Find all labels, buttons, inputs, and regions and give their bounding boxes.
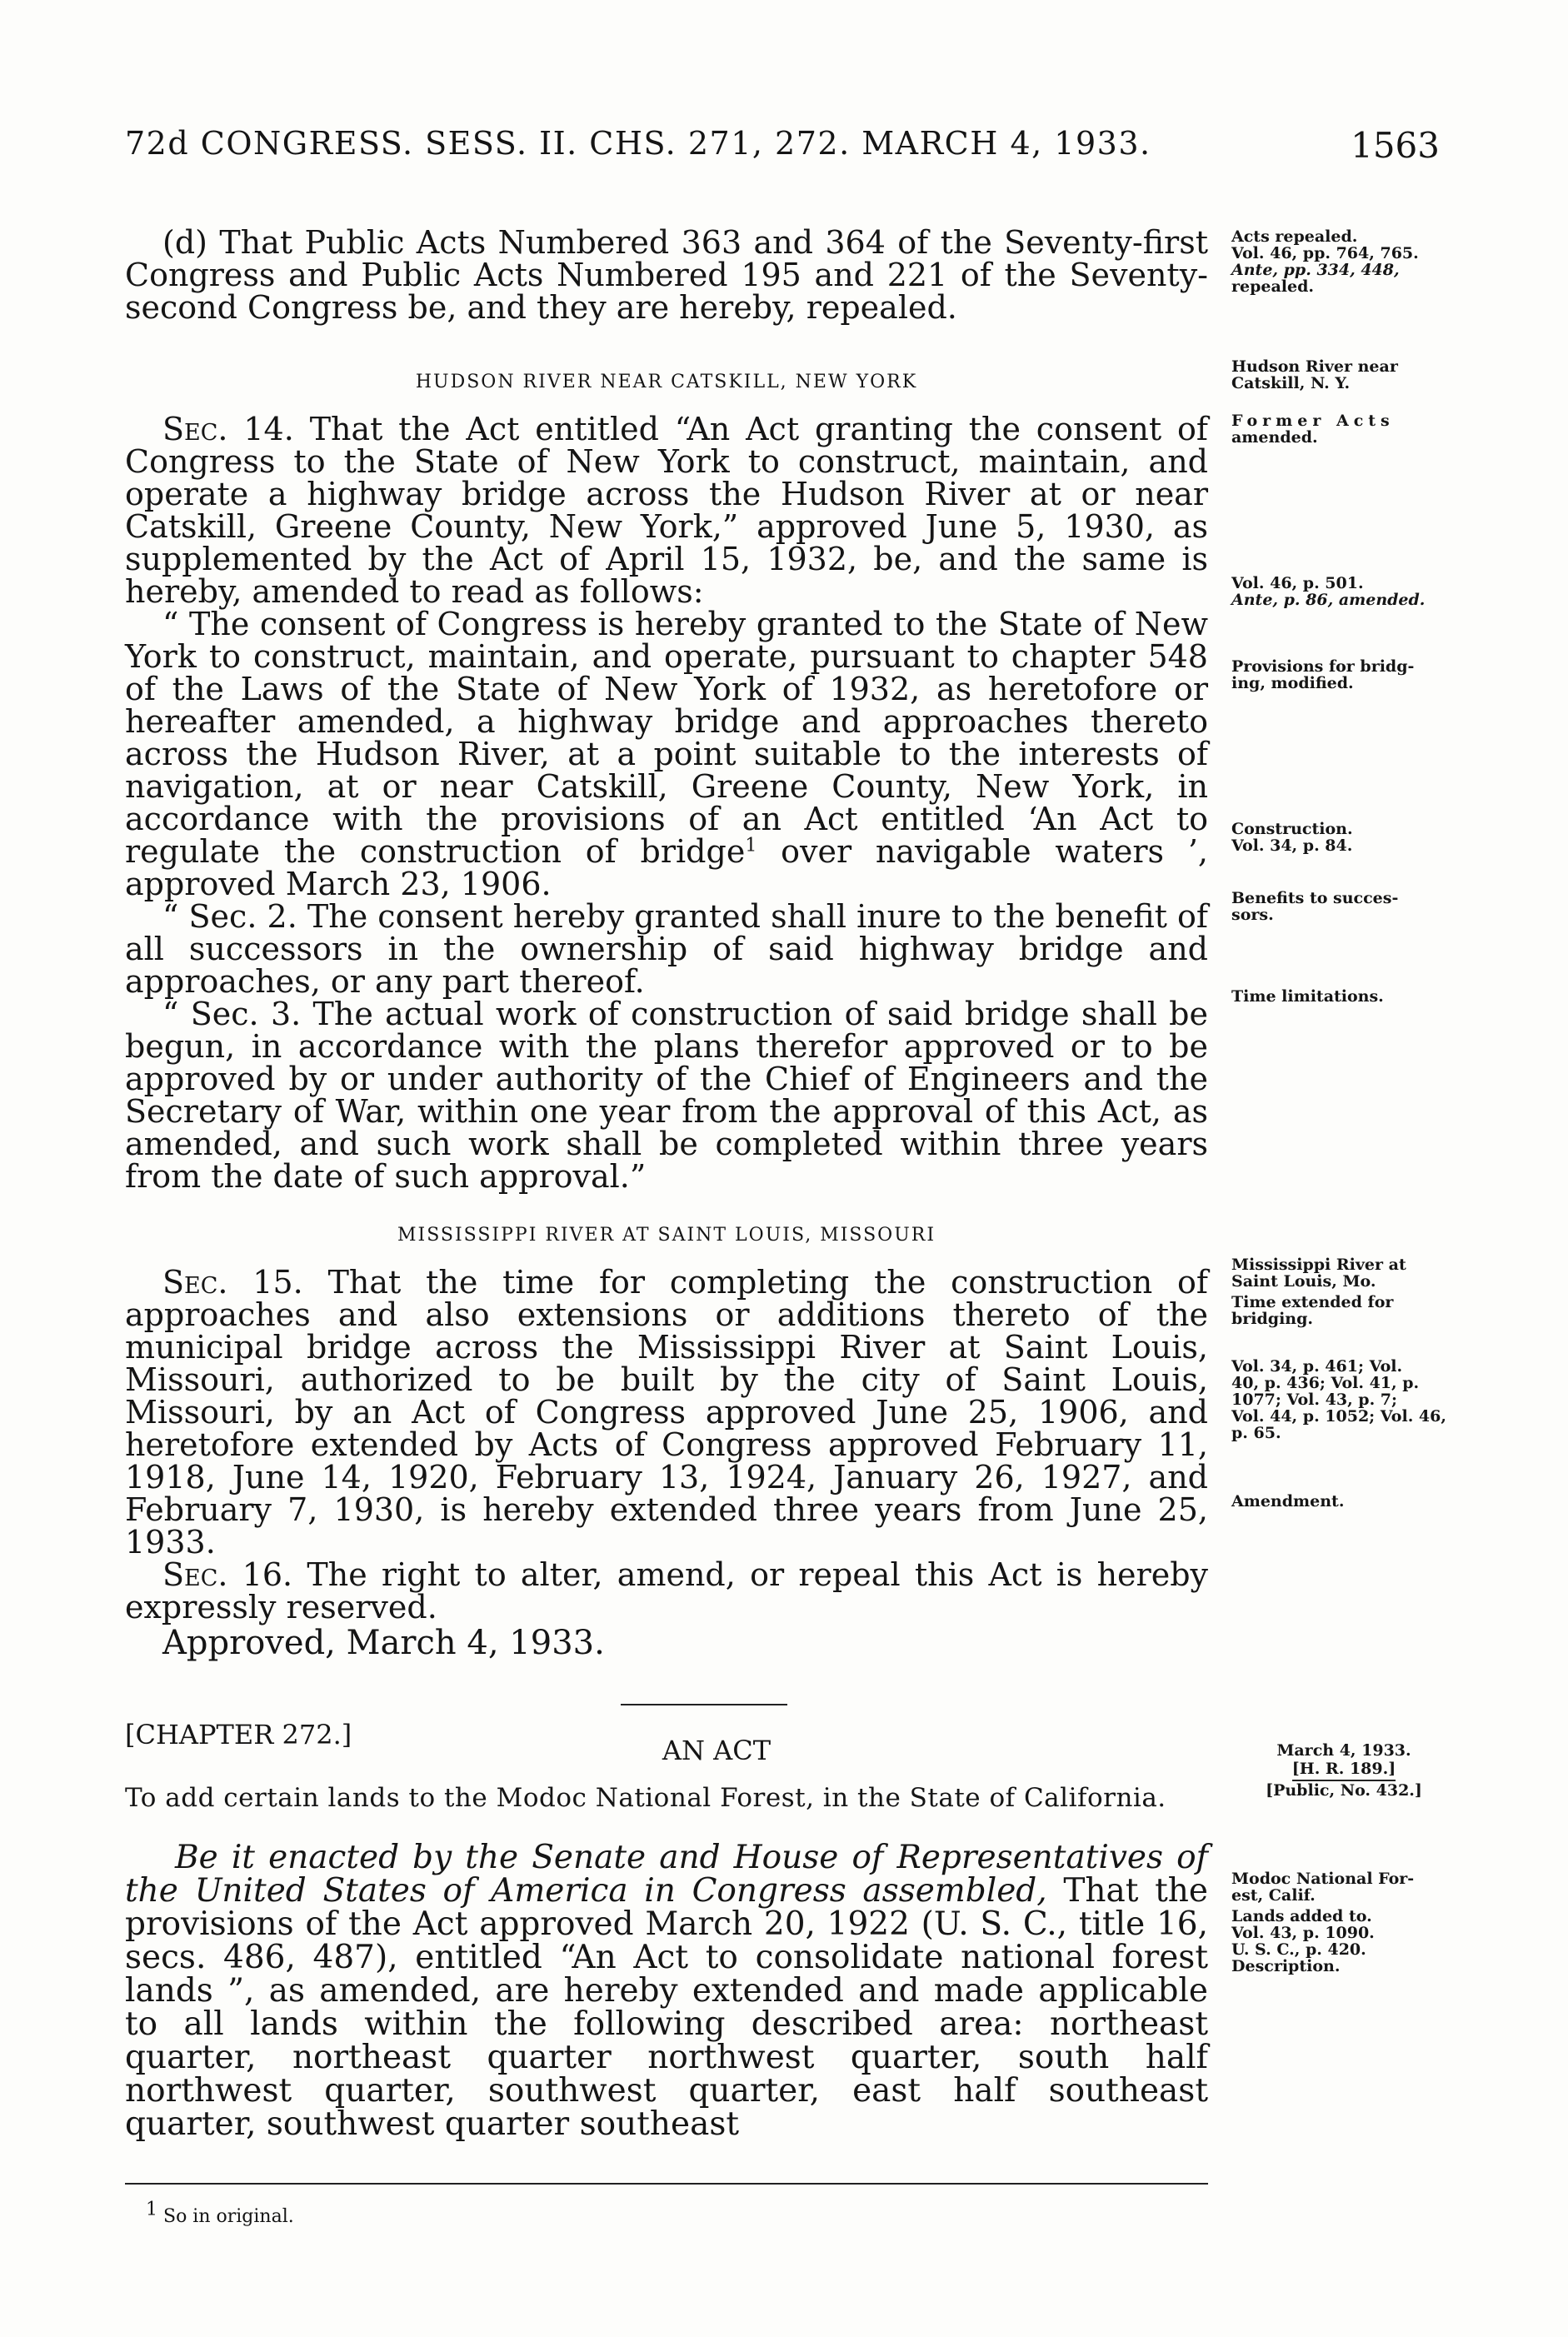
- margin-line: U. S. C., p. 420.: [1231, 1940, 1366, 1959]
- margin-line: Acts repealed.: [1231, 227, 1358, 246]
- margin-line: Saint Louis, Mo.: [1231, 1272, 1376, 1291]
- act-subtitle: To add certain lands to the Modoc National Forest, in the State of California.: [125, 1783, 1166, 1813]
- section-14: [125, 413, 1208, 1193]
- margin-note-construction: [1231, 821, 1456, 854]
- margin-line: Vol. 34, p. 84.: [1231, 836, 1353, 855]
- sec14-paragraph: [125, 413, 1208, 608]
- heading-mississippi-river: MISSISSIPPI RIVER AT SAINT LOUIS, MISSOURI: [397, 1225, 936, 1246]
- margin-line: [H. R. 189.]: [1292, 1760, 1396, 1781]
- margin-line: Former Acts: [1231, 412, 1395, 430]
- approved-line: Approved, March 4, 1933.: [162, 1624, 605, 1662]
- page-number: 1563: [1351, 125, 1440, 166]
- margin-line: Benefits to succes-: [1231, 889, 1399, 907]
- margin-line: repealed.: [1231, 277, 1314, 296]
- margin-line: Time limitations.: [1231, 987, 1384, 1006]
- section-d: [125, 224, 1208, 326]
- margin-line: Lands added to.: [1231, 1907, 1372, 1925]
- sec16-paragraph: [125, 1556, 1208, 1625]
- margin-line: Provisions for bridg-: [1231, 657, 1415, 676]
- sec14-text: That the Act entitled “An Act granting the consent of Congress to the State of New York to construct, maintain, and operate a highway bridge across the Hudson River at or near Catskill, Greene County, New York,” approved June 5, 1930, as supplemented by the Act of April 15, 1932, be, and the same is hereby, amended to read as follows:: [125, 411, 1208, 610]
- margin-line: Description.: [1231, 1957, 1341, 1975]
- section-15-16: [125, 1266, 1208, 1660]
- margin-note-acts-repealed: [1231, 228, 1456, 295]
- sec14-label: Sec. 14.: [162, 411, 294, 447]
- sec15-paragraph: [125, 1266, 1208, 1559]
- margin-note-vol34: [1231, 1358, 1456, 1441]
- margin-line: Modoc National For-: [1231, 1870, 1415, 1888]
- margin-note-mississippi: [1231, 1256, 1456, 1290]
- sec16-label: Sec. 16.: [162, 1556, 293, 1593]
- margin-line: Ante, pp. 334, 448,: [1231, 261, 1400, 279]
- margin-line: p. 65.: [1231, 1424, 1281, 1442]
- quote-1-text: “ The consent of Congress is hereby granted to the State of New York to construct, maintain, and operate, pursuant to chapter 548 of the Laws of the State of New York of 1932, as heretofore or hereafter amended, a highway bridge and approaches thereto across the Hudson River, at a point suitable to the interests of navigation, at or near Catskill, Greene County, New York, in accordance with the provisions of an Act entitled ‘An Act to regulate the construction of bridge: [125, 606, 1208, 870]
- margin-note-time-extended: [1231, 1294, 1456, 1327]
- margin-line: amended.: [1231, 428, 1318, 447]
- chapter-divider: [621, 1704, 787, 1705]
- margin-line: Time extended for: [1231, 1293, 1394, 1311]
- sec15-label: Sec. 15.: [162, 1264, 303, 1301]
- chapter-272-text: That the provisions of the Act approved March 20, 1922 (U. S. C., title 16, secs. 486, 487), entitled “An Act to consolidate national forest lands ”, as amended, are hereby extended and made applicable to all lands within the following described area: northeast quarter, northeast quarter northwest quarter, south half northwest quarter, southwest quarter, east half southeast quarter, southwest quarter southeast: [125, 1872, 1208, 2143]
- act-title: AN ACT: [662, 1735, 772, 1766]
- margin-line: Amendment.: [1231, 1492, 1345, 1511]
- margin-note-former-acts: [1231, 412, 1456, 446]
- margin-line: March 4, 1933.: [1276, 1741, 1411, 1760]
- footnote-marker: 1: [146, 2199, 157, 2220]
- margin-line: [Public, No. 432.]: [1266, 1781, 1422, 1800]
- chapter-number: [CHAPTER 272.]: [125, 1719, 352, 1750]
- margin-note-provisions: [1231, 658, 1456, 692]
- margin-line: Construction.: [1231, 820, 1353, 838]
- margin-line: bridging.: [1231, 1310, 1314, 1328]
- running-title: 72d CONGRESS. SESS. II. CHS. 271, 272. MARCH 4, 1933.: [125, 125, 1151, 162]
- margin-line: Hudson River near: [1231, 357, 1398, 376]
- sec15-text: That the time for completing the construction of approaches and also extensions or additions thereto of the municipal bridge across the Mississippi River at Saint Louis, Missouri, authorized to be built by the city of Saint Louis, Missouri, by an Act of Congress approved June 25, 1906, and heretofore extended by Acts of Congress approved February 11, 1918, June 14, 1920, February 13, 1924, January 26, 1927, and February 7, 1930, is hereby extended three years from June 25, 1933.: [125, 1264, 1208, 1560]
- margin-note-modoc: [1231, 1870, 1456, 1904]
- margin-line: 1077; Vol. 43, p. 7;: [1231, 1391, 1398, 1409]
- margin-note-benefits: [1231, 890, 1456, 923]
- margin-line: Vol. 34, p. 461; Vol.: [1231, 1357, 1403, 1376]
- margin-line: Vol. 46, p. 501.: [1231, 574, 1364, 592]
- margin-note-lands-added: [1231, 1908, 1456, 1975]
- margin-note-hudson: [1231, 358, 1456, 392]
- sec14-quote-2: “ Sec. 2. The consent hereby granted shall inure to the benefit of all successors in the ownership of said highway bridge and approaches, or any part thereof.: [125, 898, 1208, 1000]
- margin-line: Vol. 46, pp. 764, 765.: [1231, 244, 1419, 262]
- enacting-clause: Be it enacted by the Senate and House of Representatives of the United States of America in Congress assembled,: [125, 1839, 1208, 1910]
- margin-note-date-block: [1231, 1741, 1456, 1800]
- page-header: [125, 125, 1440, 172]
- enacting-paragraph: [125, 1841, 1208, 2141]
- margin-line: est, Calif.: [1231, 1886, 1316, 1905]
- sec16-text: The right to alter, amend, or repeal this Act is hereby expressly reserved.: [125, 1556, 1208, 1625]
- margin-note-vol46: [1231, 575, 1456, 608]
- margin-note-time-limitations: [1231, 988, 1456, 1005]
- margin-line: sors.: [1231, 906, 1274, 924]
- margin-line: ing, modified.: [1231, 674, 1354, 692]
- quote-1-text-end: over navigable waters ’, approved March 23, 1906.: [125, 833, 1208, 902]
- margin-line: Vol. 44, p. 1052; Vol. 46,: [1231, 1407, 1446, 1426]
- footnote-text: So in original.: [163, 2206, 294, 2227]
- margin-line: Mississippi River at: [1231, 1256, 1406, 1274]
- margin-line: Vol. 43, p. 1090.: [1231, 1924, 1375, 1942]
- footnote: [146, 2199, 294, 2227]
- sec14-quote-1: [125, 608, 1208, 901]
- footnote-rule: [125, 2183, 1208, 2185]
- margin-note-amendment: [1231, 1493, 1456, 1510]
- footnote-ref: 1: [745, 835, 757, 856]
- section-d-text: (d) That Public Acts Numbered 363 and 364 of the Seventy-first Congress and Public Acts Numbered 195 and 221 of the Seventy-second Congress be, and they are hereby, repealed.: [125, 224, 1208, 326]
- heading-hudson-river: HUDSON RIVER NEAR CATSKILL, NEW YORK: [415, 372, 918, 392]
- margin-line: 40, p. 436; Vol. 41, p.: [1231, 1374, 1420, 1392]
- chapter-272-body: [125, 1841, 1208, 2141]
- sec14-quote-3: “ Sec. 3. The actual work of construction of said bridge shall be begun, in accordance with the plans therefor approved or to be approved by or under authority of the Chief of Engineers and the Secretary of War, within one year from the approval of this Act, as amended, and such work shall be completed within three years from the date of such approval.”: [125, 996, 1208, 1195]
- margin-line: Ante, p. 86, amended.: [1231, 591, 1426, 609]
- margin-line: Catskill, N. Y.: [1231, 374, 1351, 392]
